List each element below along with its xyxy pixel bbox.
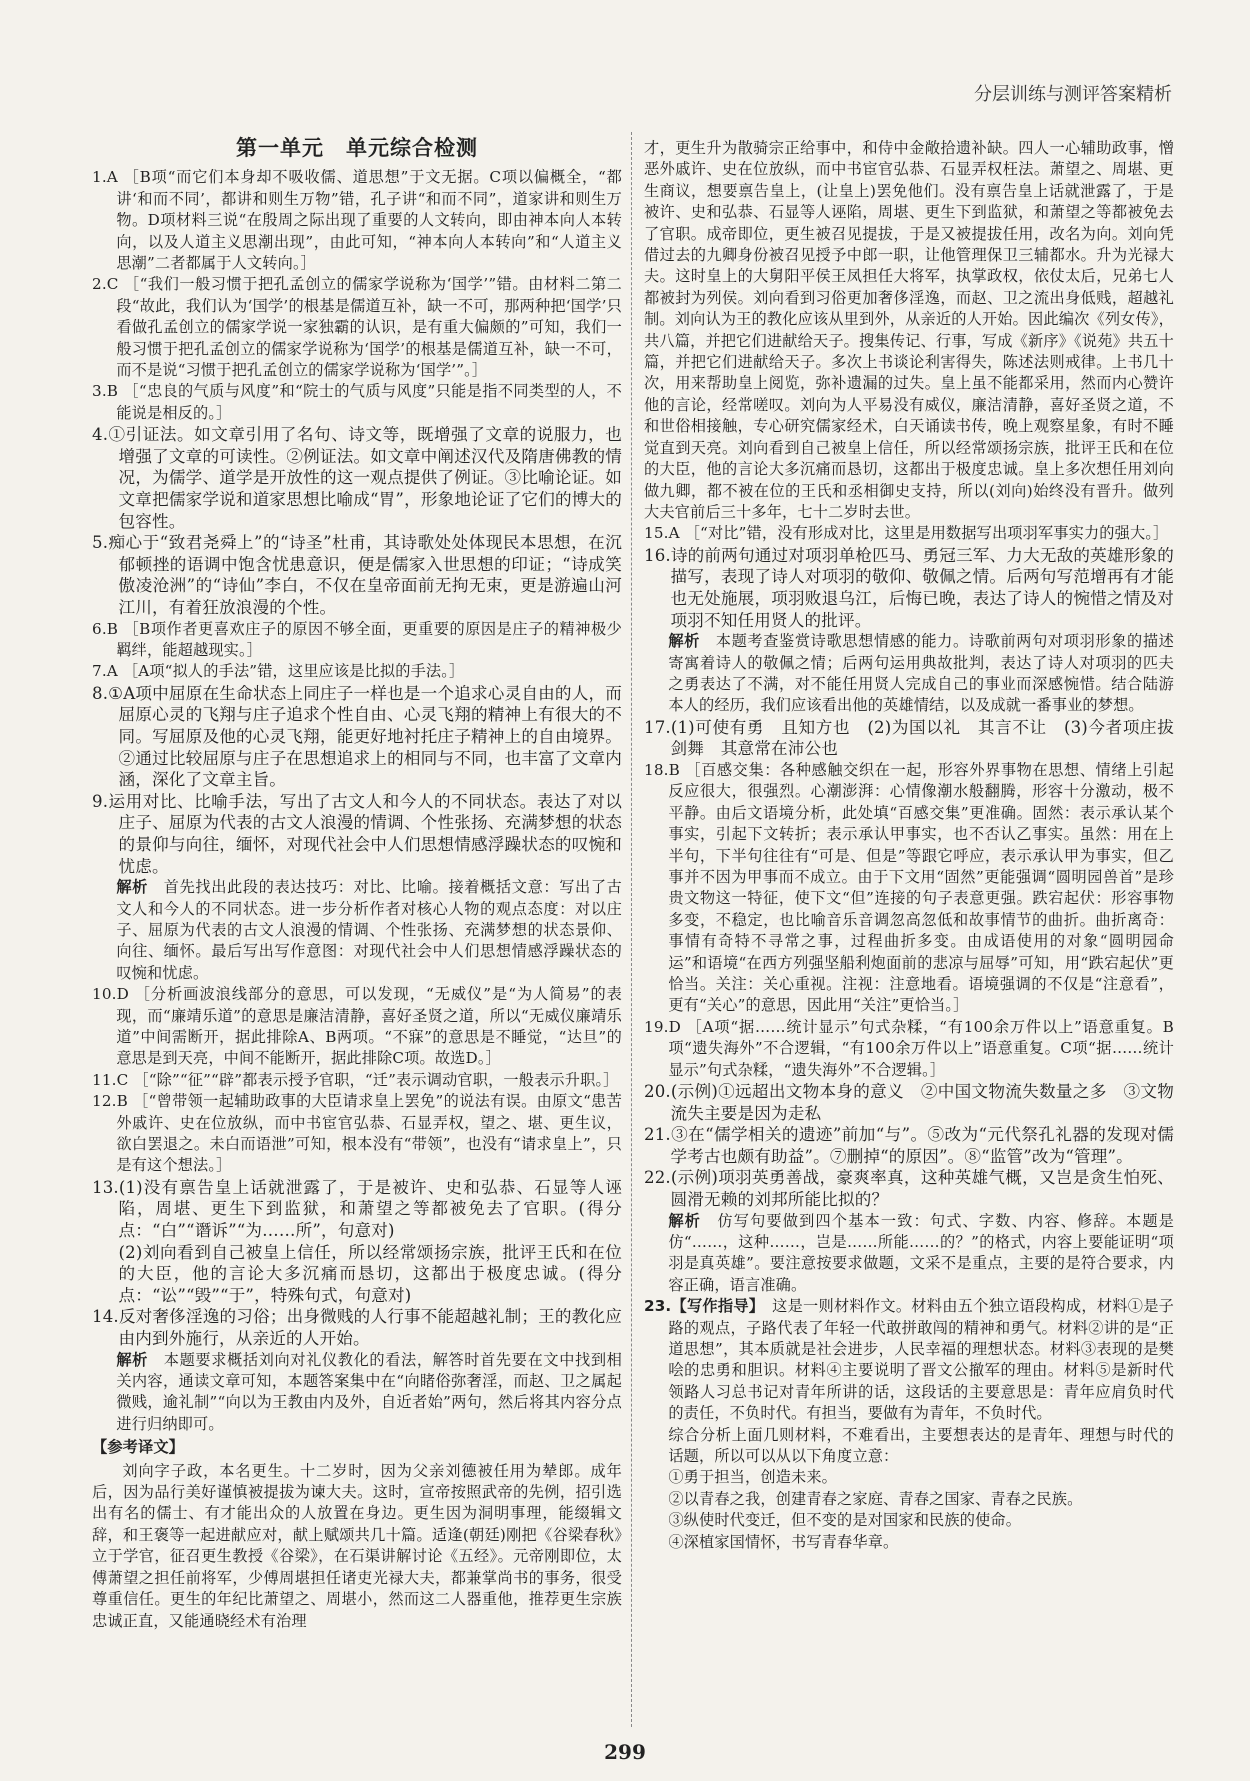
writing-guide-text: 这是一则材料作文。材料由五个独立语段构成，材料①是子路的观点，子路代表了年轻一代敢拼敢闯的精神和勇气。材料②讲的是“正道思想”，其本质就是社会进步，人民幸福的理想状态。材料③表现的是樊哙的忠勇和胆识。材料④主要说明了晋文公撤军的理由。材料⑤是新时代领路人习总书记对青年所讲的话，这段话的主要意思是：青年应肩负时代的责任，不负时代。有担当，要做有为青年，不负时代。 (668, 1297, 1175, 1423)
answer-11: 11.C ［“除”“征”“辟”都表示授予官职，“迁”表示调动官职，一般表示升职。］ (92, 1070, 619, 1089)
analysis-16 (644, 631, 1174, 717)
answer-1: 1.A ［B项“而它们本身却不吸收儒、道思想”于文无据。C项以偏概全，“都讲‘和而不同’，都讲和则生万物”错，孔子讲“和而不同”，道家讲和则生万物。D项材料三说“在殷周之际出现了重要的人文转向，即由神本向人本转向，以及人道主义思潮出现”，由此可知，“神本向人本转向”和“人道主义思潮”二者都属于人文转向。］ (92, 168, 622, 273)
answer-18: 18.B ［百感交集：各种感触交织在一起，形容外界事物在思想、情绪上引起反应很大，很强烈。心潮澎湃：心情像潮水般翻腾，形容十分激动，极不平静。由后文语境分析，此处填“百感交集”更准确。固然：表示承认某个事实，引起下文转折；表示承认甲事实，也不否认乙事实。虽然：用在上半句，下半句往往有“可是、但是”等跟它呼应，表示承认甲为事实，但乙事并不因为甲事而不成立。由于下文用“固然”更能强调“圆明园兽首”是珍贵文物这一特征，使下文“但”连接的句子表意更强。跌宕起伏：形容事物多变，不稳定，也比喻音乐音调忽高忽低和故事情节的曲折。曲折离奇：事情有奇特不寻常之事，过程曲折多变。由成语使用的对象“圆明园命运”和语境“在西方列强坚船利炮面前的悲凉与屈辱”可知，用“跌宕起伏”更恰当。关注：关心重视。注视：注意地看。语境强调的不仅是“注意看”，更有“关心”的意思，因此用“关注”更恰当。］ (644, 760, 1174, 1015)
analysis-9 (92, 877, 622, 984)
left-column (92, 138, 622, 1632)
answer-2: 2.C ［“我们一般习惯于把孔孟创立的儒家学说称为‘国学’”错。由材料二第二段“故此，我们认为‘国学’的根基是儒道互补，缺一不可，那两种把‘国学’只看做孔孟创立的儒家学说一家独霸的认识，是有重大偏颇的”可知，我们一般习惯于把孔孟创立的儒家学说称为‘国学’的根基是儒道互补，缺一不可，而不是说“习惯于把孔孟创立的儒家学说称为‘国学’”。］ (92, 275, 622, 380)
answer-5: 5.痴心于“致君尧舜上”的“诗圣”杜甫，其诗歌处处体现民本思想，在沉郁顿挫的语调中饱含忧患意识，便是儒家入世思想的印证；“诗成笑傲凌沧洲”的“诗仙”李白，不仅在皇帝面前无拘无束，更是游遍山河江川，有着狂放浪漫的个性。 (92, 533, 622, 618)
writing-point: ②以青春之我，创建青春之家庭、青春之国家、青春之民族。 (668, 1489, 1083, 1508)
writing-guide-label: 23.【写作指导】 (644, 1297, 757, 1316)
unit-title: 第一单元 单元综合检测 (236, 136, 478, 160)
analysis-label: 解析 (668, 632, 700, 651)
answer-16: 16.诗的前两句通过对项羽单枪匹马、勇冠三军、力大无敌的英雄形象的描写，表现了诗人对项羽的敬仰、敬佩之情。后两句写范增再有才能也无处施展，项羽败退乌江，后悔已晚，表达了诗人的惋惜之情及对项羽不知任用贤人的批评。 (644, 545, 1174, 630)
writing-point: ①勇于担当，创造未来。 (668, 1468, 838, 1487)
right-column (644, 138, 1174, 1553)
answer-21: 21.③在“儒学相关的遗迹”前加“与”。⑤改为“元代祭孔礼器的发现对儒学考古也颇有助益”。⑦删掉“的原因”。⑧“监管”改为“管理”。 (644, 1125, 1174, 1166)
analysis-text: 首先找出此段的表达技巧：对比、比喻。接着概括文意：写出了古文人和今人的不同状态。进一步分析作者对核心人物的观点态度：对以庄子、屈原为代表的古文人浪漫的情调、个性张扬、充满梦想的状态景仰、向往、缅怀。最后写出写作意图：对现代社会中人们思想情感浮躁状态的叹惋和忧虑。 (116, 878, 622, 982)
analysis-text: 仿写句要做到四个基本一致：句式、字数、内容、修辞。本题是仿“……，这种……，岂是……所能……的？”的格式，内容上要能证明“项羽是真英雄”。要注意按要求做题，文采不是重点，主要的是符合要求，内容正确，语言准确。 (668, 1211, 1175, 1294)
analysis-22 (644, 1211, 1174, 1297)
reference-translation-cont: 才，更生升为散骑宗正给事中，和侍中金敞拾遗补缺。四人一心辅助政事，憎恶外戚许、史在位放纵，而中书宦官弘恭、石显弄权枉法。萧望之、周堪、更生商议，想要禀告皇上，(让皇上)罢免他们。没有禀告皇上话就泄露了，于是被许、史和弘恭、石显等人诬陷，周堪、更生下到监狱，和萧望之等都被免去了官职。成帝即位，更生被召见提拔，于是又被提拔任用，改名为向。刘向凭借过去的九卿身份被召见授予中郎一职，让他管理保卫三辅都水。升为光禄大夫。这时皇上的大舅阳平侯王凤担任大将军，执掌政权，依仗太后，兄弟七人都被封为列侯。刘向看到习俗更加奢侈淫逸，而赵、卫之流出身低贱，超越礼制。刘向认为王的教化应该从里到外，从亲近的人开始。因此编次《列女传》，共八篇，并把它们进献给天子。搜集传记、行事，写成《新序》《说苑》共五十篇，并把它们进献给天子。多次上书谈论利害得失，陈述法则戒律。上书几十次，用来帮助皇上阅览，弥补遗漏的过失。皇上虽不能都采用，然而内心赞许他的言论，经常嗟叹。刘向为人平易没有威仪，廉洁清静，喜好圣贤之道，不和世俗相接触，专心研究儒家经术，白天诵读书传，晚上观察星象，有时不睡觉直到天亮。刘向看到自己被皇上信任，所以经常颂扬宗族，批评王氏和在位的大臣，他的言论大多沉痛而恳切，这都出于极度忠诚。皇上多次想任用刘向做九卿，都不被在位的王氏和丞相御史支持，所以(刘向)始终没有晋升。做列大夫官前后三十多年，七十二岁时去世。 (644, 139, 1174, 521)
page-number: 299 (604, 1740, 646, 1764)
answer-17: 17.(1)可使有勇 且知方也 (2)为国以礼 其言不让 (3)今者项庄拔剑舞 其意常在沛公也 (644, 717, 1174, 759)
reference-translation: 刘向字子政，本名更生。十二岁时，因为父亲刘德被任用为辇郎。成年后，因为品行美好谨慎被提拔为谏大夫。这时，宣帝按照武帝的先例，招引选出有名的儒士、有才能出众的人放置在身边。更生因为洞明事理，能缀辑文辞，和王褒等一起进献应对，献上赋颂共几十篇。适逢(朝廷)刚把《谷梁春秋》立于学官，征召更生教授《谷梁》，在石渠讲解讨论《五经》。元帝刚即位，太傅萧望之担任前将军，少傅周堪担任诸吏光禄大夫，都兼掌尚书的事务，很受尊重信任。更生的年纪比萧望之、周堪小，然而这二人器重他，推荐更生宗族忠诚正直，又能通晓经术有治理 (92, 1461, 622, 1630)
answer-8: 8.①A项中屈原在生命状态上同庄子一样也是一个追求心灵自由的人，而屈原心灵的飞翔与庄子追求个性自由、心灵飞翔的精神上有很大的不同。写屈原及他的心灵飞翔，能更好地衬托庄子精神上的自由境界。②通过比较屈原与庄子在思想追求上的相同与不同，也丰富了文章内涵，深化了文章主旨。 (92, 683, 622, 790)
answer-10: 10.D ［分析画波浪线部分的意思，可以发现，“无威仪”是“为人简易”的表现，而“廉靖乐道”的意思是廉洁清静，喜好圣贤之道，所以“无威仪廉靖乐道”中间需断开，据此排除A、B两项。“不寐”的意思是不睡觉，“达旦”的意思是到天亮，中间不能断开，据此排除C项。故选D。］ (92, 985, 622, 1068)
writing-summary: 综合分析上面几则材料，不难看出，主要想表达的是青年、理想与时代的话题，所以可以从以下角度立意： (668, 1425, 1174, 1466)
answer-22: 22.(示例)项羽英勇善战，豪爽率真，这种英雄气概，又岂是贪生怕死、圆滑无赖的刘邦所能比拟的？ (644, 1168, 1174, 1209)
answer-6: 6.B ［B项作者更喜欢庄子的原因不够全面，更重要的原因是庄子的精神极少羁绊，能超越现实。］ (92, 619, 622, 660)
writing-points (644, 1467, 1174, 1553)
answer-20: 20.(示例)①远超出文物本身的意义 ②中国文物流失数量之多 ③文物流失主要是因为走私 (644, 1082, 1174, 1123)
analysis-label: 解析 (668, 1211, 702, 1230)
writing-point: ③纵使时代变迁，但不变的是对国家和民族的使命。 (668, 1511, 1022, 1530)
answer-13-1: 13.(1)没有禀告皇上话就泄露了，于是被许、史和弘恭、石显等人诬陷，周堪、更生下到监狱，和萧望之等都被免去了官职。(得分点：“白”“谮诉”“为……所”，句意对) (92, 1177, 622, 1241)
answer-9: 9.运用对比、比喻手法，写出了古文人和今人的不同状态。表达了对以庄子、屈原为代表的古文人浪漫的情调、个性张扬、充满梦想的状态的景仰与向往，缅怀，对现代社会中人们思想情感浮躁状态的叹惋和忧虑。 (92, 791, 622, 876)
analysis-text: 本题要求概括刘向对礼仪教化的看法，解答时首先要在文中找到相关内容，通读文章可知，本题答案集中在“向睹俗弥奢淫，而赵、卫之属起微贱，逾礼制”“向以为王教由内及外，自近者始”两句，然后将其内容分点进行归纳即可。 (116, 1350, 622, 1433)
writing-point: ④深植家国情怀，书写青春华章。 (668, 1532, 899, 1551)
reference-translation-label: 【参考译文】 (92, 1438, 185, 1457)
answer-12: 12.B ［“曾带领一起辅助政事的大臣请求皇上罢免”的说法有误。由原文“患苦外戚许、史在位放纵，而中书宦官弘恭、石显弄权，望之、堪、更生议，欲白罢退之。未白而语泄”可知，根本没有“带领”，也没有“请求皇上”，只是有这个想法。］ (92, 1092, 622, 1175)
answer-15: 15.A ［“对比”错，没有形成对比，这里是用数据写出项羽军事实力的强大。］ (644, 524, 1169, 543)
running-head: 分层训练与测评答案精析 (974, 84, 1172, 105)
answer-3: 3.B ［“忠良的气质与风度”和“院士的气质与风度”只能是指不同类型的人，不能说是相反的。］ (92, 382, 622, 422)
analysis-label: 解析 (116, 878, 148, 897)
answer-19: 19.D ［A项“据……统计显示”句式杂糅，“有100余万件以上”语意重复。B项“遗失海外”不合逻辑，“有100余万件以上”语意重复。C项“据……统计显示”句式杂糅，“遗失海外”不合逻辑。］ (644, 1017, 1174, 1079)
answer-14: 14.反对奢侈淫逸的习俗；出身微贱的人行事不能超越礼制；王的教化应由内到外施行，从亲近的人开始。 (92, 1307, 622, 1349)
analysis-text: 本题考查鉴赏诗歌思想情感的能力。诗歌前两句对项羽形象的描述寄寓着诗人的敬佩之情；后两句运用典故批判，表达了诗人对项羽的匹夫之勇表达了不满，对不能任用贤人完成自己的事业而深感惋惜。结合陆游本人的经历，我们应该看出他的英雄情结，以及成就一番事业的梦想。 (668, 632, 1174, 715)
answer-13-2: (2)刘向看到自己被皇上信任，所以经常颂扬宗族，批评王氏和在位的大臣，他的言论大多沉痛而恳切，这都出于极度忠诚。(得分点：“讼”“毁”“于”，特殊句式，句意对) (118, 1242, 622, 1305)
answer-23 (644, 1296, 1174, 1424)
analysis-label: 解析 (116, 1350, 148, 1369)
answer-7: 7.A ［A项“拟人的手法”错，这里应该是比拟的手法。］ (92, 662, 465, 681)
answer-4: 4.①引证法。如文章引用了名句、诗文等，既增强了文章的说服力，也增强了文章的可读性。②例证法。如文章中阐述汉代及隋唐佛教的情况，为儒学、道学是开放性的这一观点提供了例证。③比喻论证。如文章把儒家学说和道家思想比喻成“胃”，形象地论证了它们的博大的包容性。 (92, 425, 622, 531)
analysis-14 (92, 1350, 622, 1436)
column-divider (631, 132, 632, 1727)
